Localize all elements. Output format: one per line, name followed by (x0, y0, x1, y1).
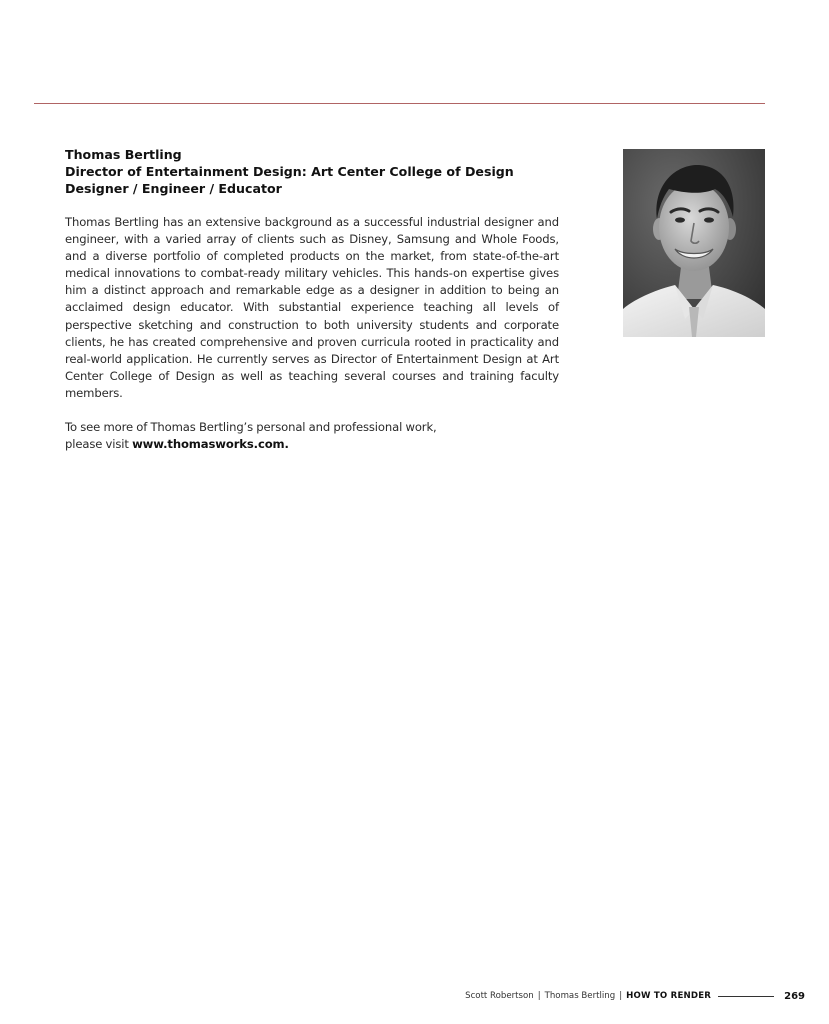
author-position: Director of Entertainment Design: Art Center College of Design (65, 164, 514, 179)
author-bio (65, 146, 559, 453)
bio-paragraph: Thomas Bertling has an extensive background as a successful industrial designer and engineer, with a varied array of clients such as Disney, Samsung and Whole Foods, and a diverse portfolio of completed products on the market, from state-of-the-art medical innovations to combat-ready military vehicles. This hands-on expertise gives him a distinct approach and remarkable edge as a designer in addition to being an acclaimed design educator. With substantial experience teaching all levels of perspective sketching and construction to both university students and corporate clients, he has created comprehensive and proven curricula rooted in practicality and real-world application. He currently serves as Director of Entertainment Design at Art Center College of Design as well as teaching several courses and training faculty members. (65, 215, 559, 400)
page-footer (465, 989, 805, 1003)
visit-line-1: To see more of Thomas Bertling’s personal and professional work, (65, 420, 437, 435)
footer-book-title: HOW TO RENDER (626, 991, 712, 1001)
website-link[interactable]: www.thomasworks.com. (132, 437, 289, 452)
footer-author-2: Thomas Bertling (544, 991, 616, 1001)
footer-separator-1: | (537, 991, 541, 1001)
author-name: Thomas Bertling (65, 147, 182, 162)
footer-separator-2: | (619, 991, 623, 1001)
visit-prefix: please visit (65, 437, 133, 452)
author-portrait (623, 149, 765, 337)
footer-author-1: Scott Robertson (465, 991, 534, 1001)
visit-note (65, 419, 559, 453)
page-number: 269 (784, 990, 805, 1002)
portrait-icon (623, 149, 765, 337)
top-divider-rule (34, 103, 765, 104)
author-roles: Designer / Engineer / Educator (65, 181, 282, 196)
footer-rule (718, 996, 774, 997)
